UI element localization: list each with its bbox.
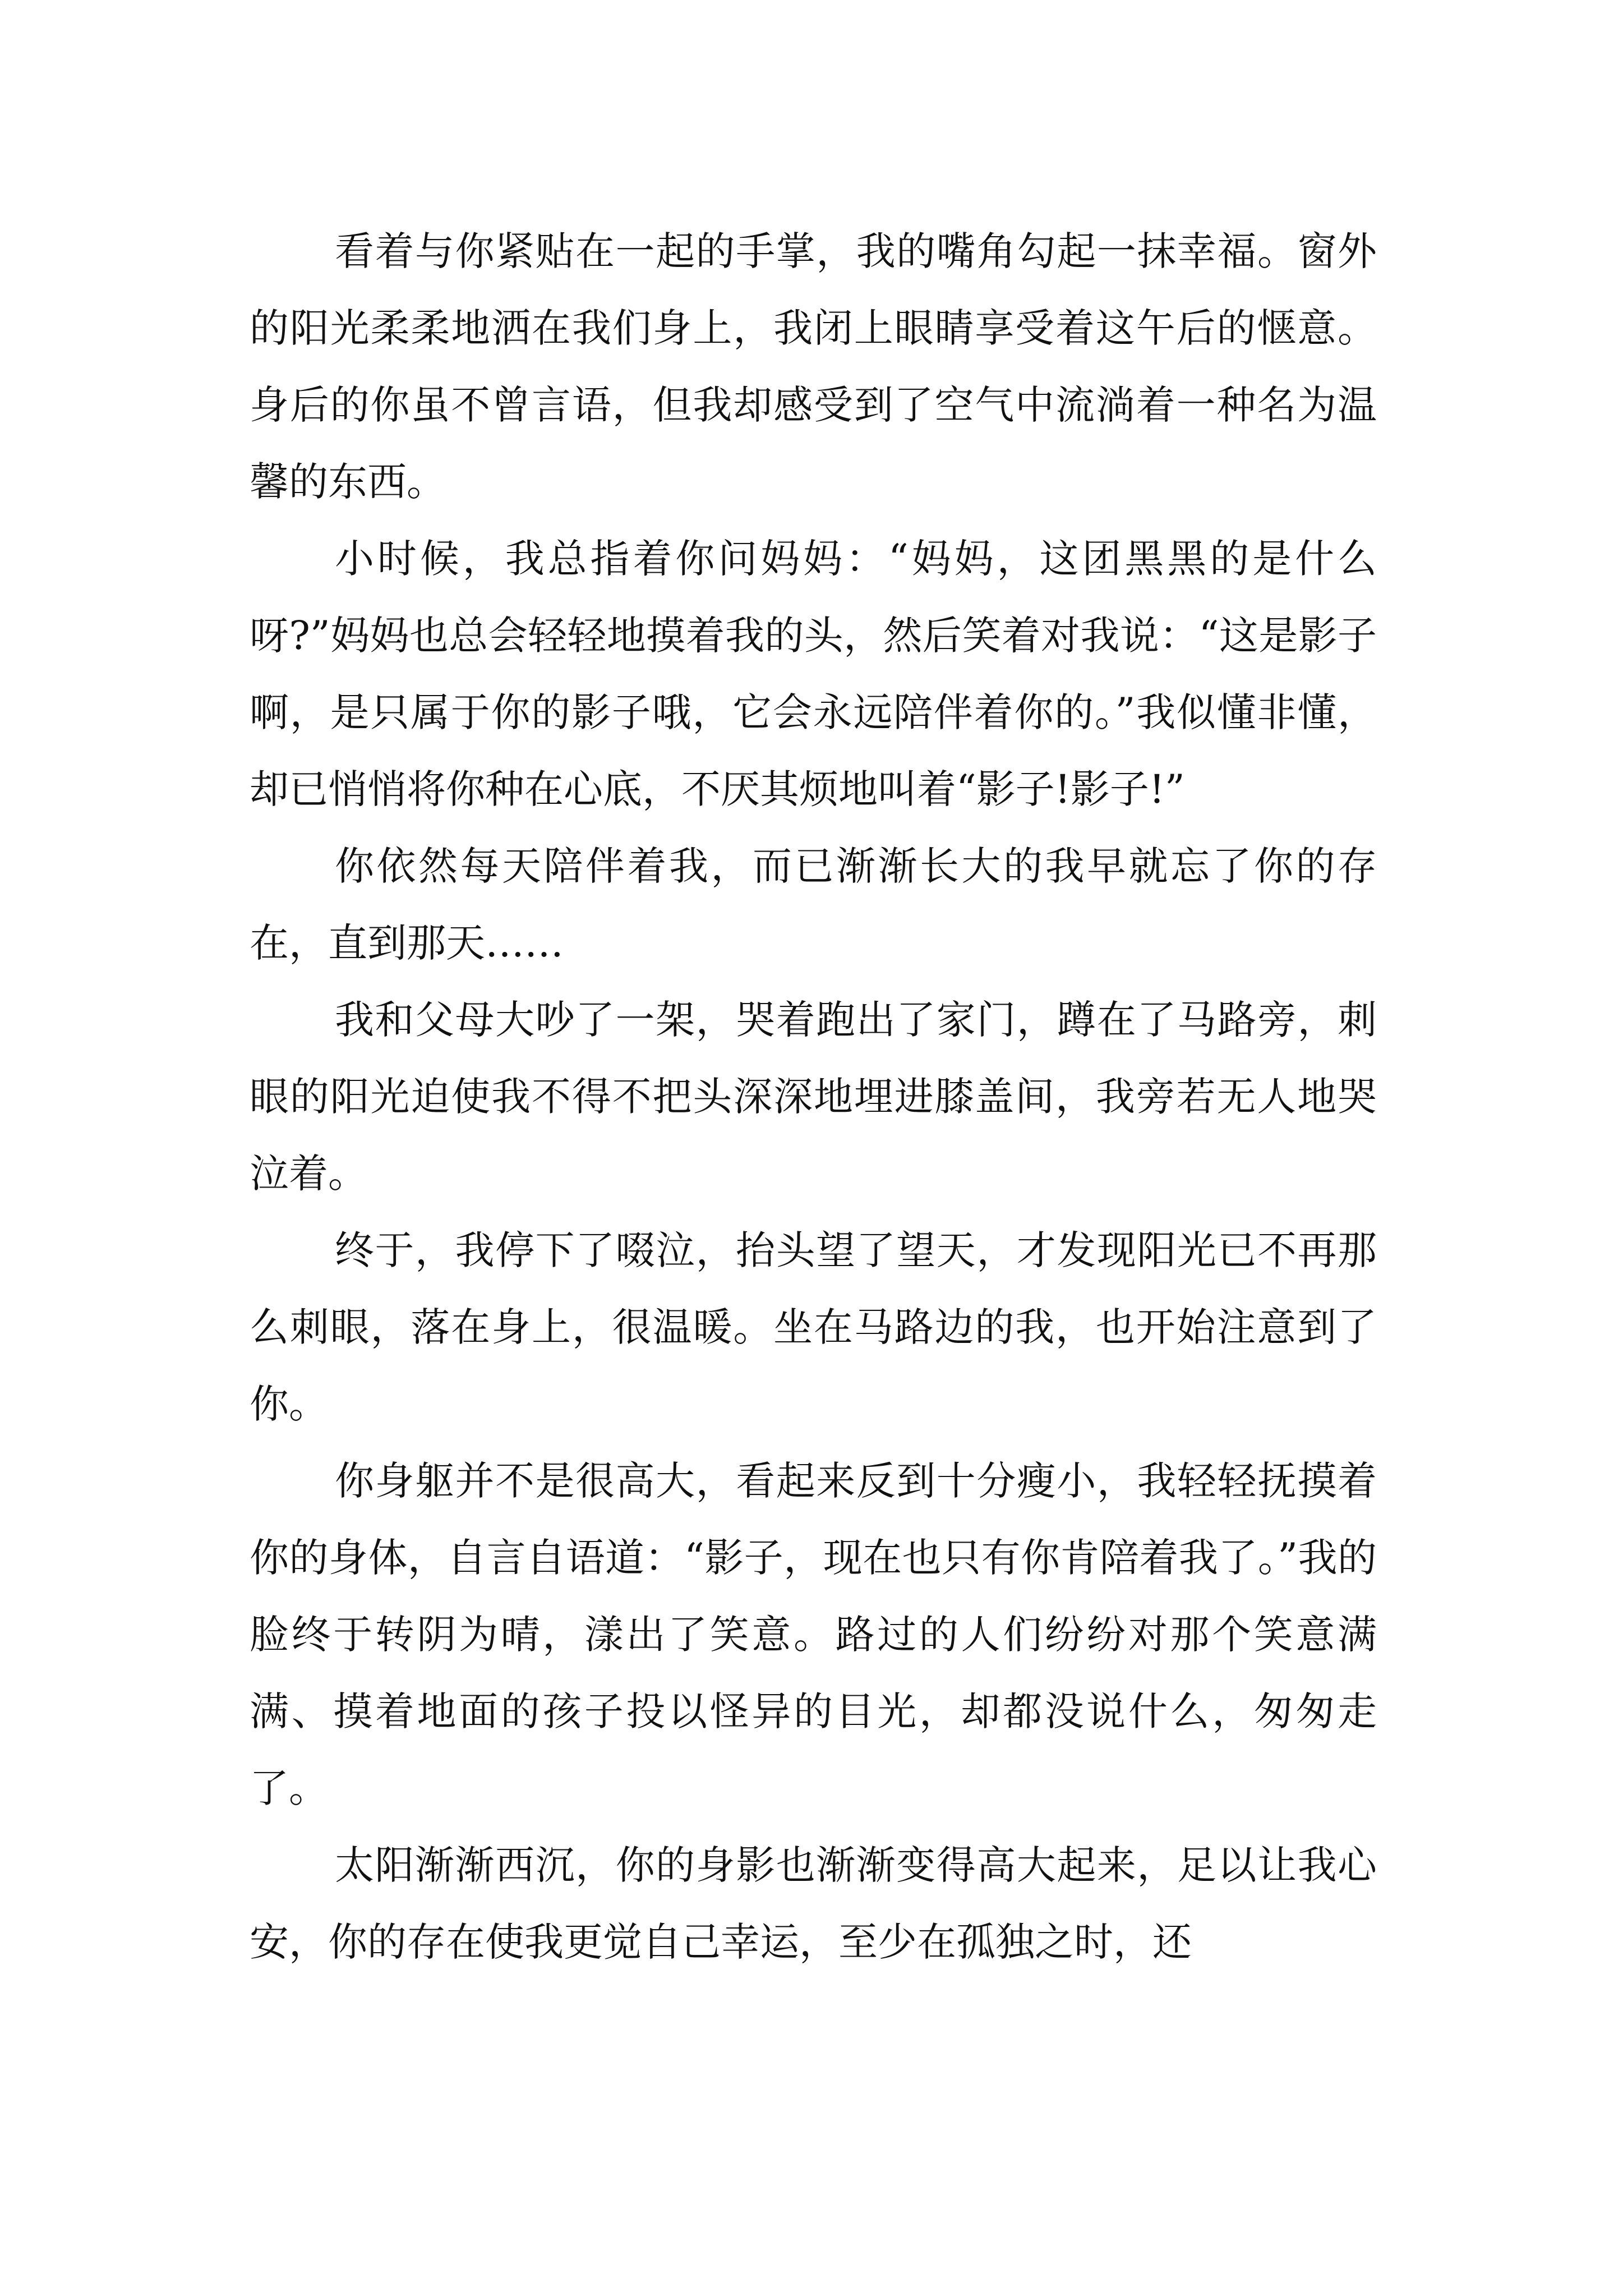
paragraph-1: 看着与你紧贴在一起的手掌，我的嘴角勾起一抹幸福。窗外的阳光柔柔地洒在我们身上，我闭上眼睛享受着这午后的惬意。身后的你虽不曾言语，但我却感受到了空气中流淌着一种名为温馨的东西。 (250, 228, 1377, 505)
paragraph-7: 太阳渐渐西沉，你的身影也渐渐变得高大起来，足以让我心安，你的存在使我更觉自己幸运，至少在孤独之时，还 (250, 1842, 1377, 1965)
paragraph-2: 小时候，我总指着你问妈妈：“妈妈，这团黑黑的是什么呀?”妈妈也总会轻轻地摸着我的头，然后笑着对我说：“这是影子啊，是只属于你的影子哦，它会永远陪伴着你的。”我似懂非懂，却已悄悄将你种在心底，不厌其烦地叫着“影子!影子!” (250, 536, 1377, 812)
paragraph-4: 我和父母大吵了一架，哭着跑出了家门，蹲在了马路旁，刺眼的阳光迫使我不得不把头深深地埋进膝盖间，我旁若无人地哭泣着。 (250, 997, 1377, 1197)
paragraph-3: 你依然每天陪伴着我，而已渐渐长大的我早就忘了你的存在，直到那天…… (250, 843, 1377, 966)
document-body (250, 213, 1377, 1981)
paragraph-6: 你身躯并不是很高大，看起来反到十分瘦小，我轻轻抚摸着你的身体，自言自语道：“影子，现在也只有你肯陪着我了。”我的脸终于转阴为晴，漾出了笑意。路过的人们纷纷对那个笑意满满、摸着地面的孩子投以怪异的目光，却都没说什么，匆匆走了。 (250, 1458, 1377, 1811)
paragraph-5: 终于，我停下了啜泣，抬头望了望天，才发现阳光已不再那么刺眼，落在身上，很温暖。坐在马路边的我，也开始注意到了你。 (250, 1227, 1377, 1427)
